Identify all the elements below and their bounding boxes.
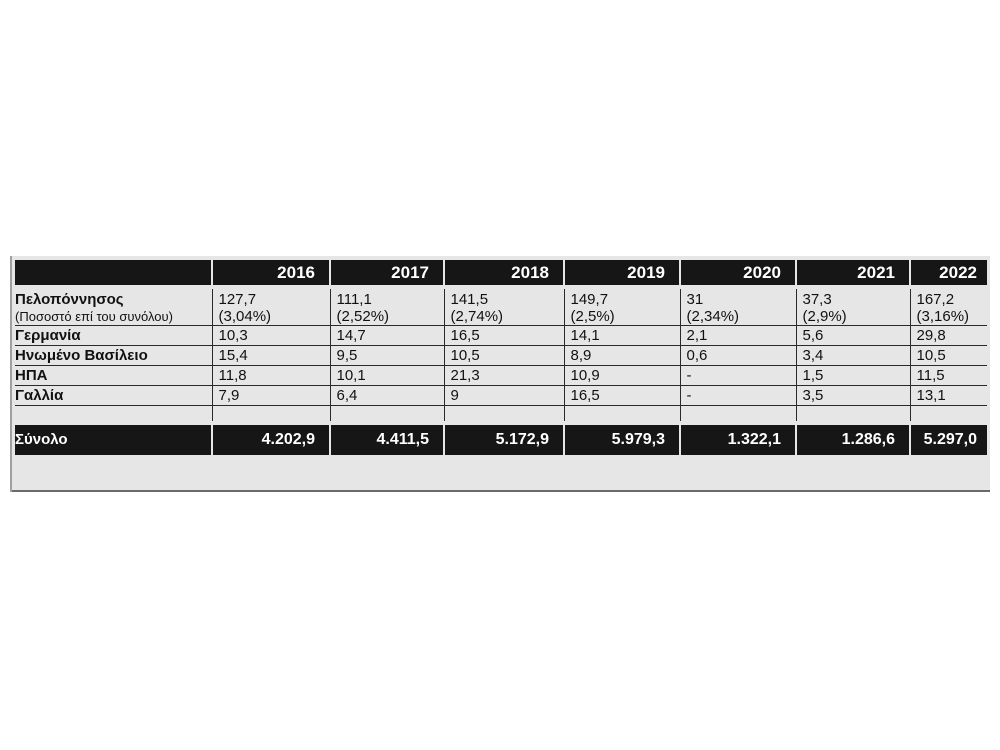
row-label: Γερμανία: [15, 326, 212, 346]
share-text: (3,16%): [916, 308, 970, 325]
data-cell: 16,5: [564, 386, 680, 406]
data-cell: [910, 287, 987, 326]
data-cell: 7,9: [212, 386, 330, 406]
data-cell: 1,5: [796, 366, 910, 386]
data-cell: [564, 287, 680, 326]
row-label: Γαλλία: [15, 386, 212, 406]
data-cell: 6,4: [330, 386, 444, 406]
total-cell: 1.322,1: [680, 423, 796, 455]
data-cell: [796, 287, 910, 326]
header-cell-year: 2021: [796, 260, 910, 287]
total-cell: 5.979,3: [564, 423, 680, 455]
value-text: 127,7: [218, 291, 257, 308]
data-cell: 2,1: [680, 326, 796, 346]
table-row-peloponnese: [15, 287, 987, 326]
statistics-table: [15, 260, 987, 455]
data-cell: 10,3: [212, 326, 330, 346]
data-cell: 10,9: [564, 366, 680, 386]
blank-cell: [910, 406, 987, 424]
value-text: 37,3: [802, 291, 832, 308]
data-cell: 9: [444, 386, 564, 406]
data-cell: 10,5: [910, 346, 987, 366]
table-row-usa: [15, 366, 987, 386]
share-text: (2,5%): [570, 308, 615, 325]
row-label: Ηνωμένο Βασίλειο: [15, 346, 212, 366]
row-label: ΗΠΑ: [15, 366, 212, 386]
header-cell-year: 2020: [680, 260, 796, 287]
blank-cell: [796, 406, 910, 424]
table-row-germany: [15, 326, 987, 346]
table-row-united-kingdom: [15, 346, 987, 366]
header-row: [15, 260, 987, 287]
blank-cell: [680, 406, 796, 424]
total-cell: 4.202,9: [212, 423, 330, 455]
data-cell: 11,5: [910, 366, 987, 386]
data-cell: 15,4: [212, 346, 330, 366]
header-cell-year: 2022: [910, 260, 987, 287]
share-text: (2,34%): [686, 308, 740, 325]
data-cell: 5,6: [796, 326, 910, 346]
share-text: (2,74%): [450, 308, 504, 325]
data-cell: 21,3: [444, 366, 564, 386]
data-cell: 29,8: [910, 326, 987, 346]
blank-cell: [564, 406, 680, 424]
data-cell: 11,8: [212, 366, 330, 386]
value-text: 149,7: [570, 291, 609, 308]
total-cell: 4.411,5: [330, 423, 444, 455]
share-text: (3,04%): [218, 308, 272, 325]
data-cell: -: [680, 366, 796, 386]
data-cell: [212, 287, 330, 326]
table-row-blank: [15, 406, 987, 424]
total-cell: 5.172,9: [444, 423, 564, 455]
row-sublabel: (Ποσοστό επί του συνόλου): [15, 309, 173, 324]
share-text: (2,9%): [802, 308, 847, 325]
data-cell: 9,5: [330, 346, 444, 366]
data-cell: 13,1: [910, 386, 987, 406]
header-cell-year: 2019: [564, 260, 680, 287]
row-label: Πελοπόννησος: [15, 291, 124, 308]
value-text: 111,1: [336, 291, 372, 308]
row-label-cell: [15, 287, 212, 326]
share-text: (2,52%): [336, 308, 390, 325]
blank-cell: [15, 406, 212, 424]
value-text: 31: [686, 291, 704, 308]
data-cell: 14,1: [564, 326, 680, 346]
data-cell: -: [680, 386, 796, 406]
data-cell: 3,4: [796, 346, 910, 366]
header-cell-year: 2018: [444, 260, 564, 287]
panel-left-edge: [10, 256, 12, 492]
data-cell: 0,6: [680, 346, 796, 366]
total-cell: 1.286,6: [796, 423, 910, 455]
data-cell: 3,5: [796, 386, 910, 406]
data-cell: 14,7: [330, 326, 444, 346]
data-cell: 8,9: [564, 346, 680, 366]
total-row: [15, 423, 987, 455]
blank-cell: [212, 406, 330, 424]
header-cell-year: 2017: [330, 260, 444, 287]
blank-cell: [330, 406, 444, 424]
table-row-france: [15, 386, 987, 406]
total-label: Σύνολο: [15, 423, 212, 455]
data-cell: [330, 287, 444, 326]
value-text: 141,5: [450, 291, 489, 308]
blank-cell: [444, 406, 564, 424]
value-text: 167,2: [916, 291, 955, 308]
data-cell: [680, 287, 796, 326]
data-cell: 10,1: [330, 366, 444, 386]
header-cell-year: 2016: [212, 260, 330, 287]
data-cell: 16,5: [444, 326, 564, 346]
total-cell: 5.297,0: [910, 423, 987, 455]
header-cell-label: [15, 260, 212, 287]
data-cell: [444, 287, 564, 326]
data-cell: 10,5: [444, 346, 564, 366]
